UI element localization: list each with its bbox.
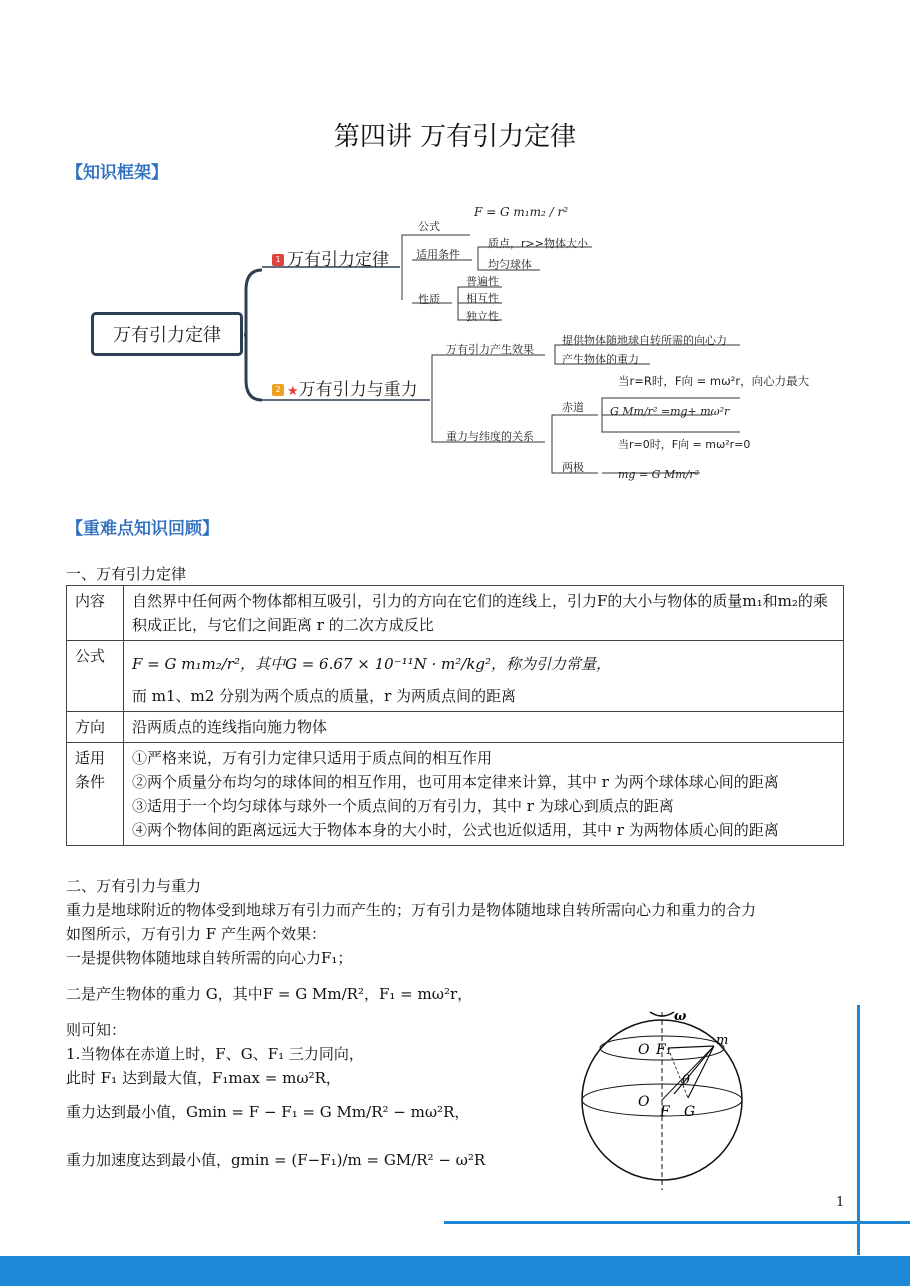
section2-heading: 二、万有引力与重力: [66, 877, 202, 895]
row-value: [124, 641, 844, 712]
section1-heading: 一、万有引力定律: [66, 565, 187, 583]
earth-diagram: [580, 1000, 760, 1195]
section2-p5: 则可知：: [66, 1021, 127, 1039]
row-key: 内容: [67, 586, 124, 641]
law-table: [66, 585, 844, 846]
decor-vertical-line: [857, 1005, 860, 1255]
section2-p4: 二是产生物体的重力 G，其中F = G Mm/R²，F₁ = mω²r，: [66, 985, 473, 1003]
relation-label: 重力与纬度的关系: [446, 430, 534, 443]
equator-mid: G Mm/r² =mg+ mω²r: [610, 405, 730, 418]
star-icon: ★: [287, 384, 299, 399]
page-number: 1: [836, 1195, 845, 1210]
condition-item-1: 质点，r>>物体大小: [488, 237, 588, 250]
omega-label: ω: [674, 1009, 687, 1024]
o-top-label: O: [638, 1042, 650, 1058]
section2-p8: 重力达到最小值，Gmin = F − F₁ = G Mm/R² − mω²R，: [66, 1103, 470, 1121]
effect-item-2: 产生物体的重力: [562, 353, 639, 366]
equator-bottom: 当r=0时，F向 = mω²r=0: [618, 438, 751, 451]
section2-p9: 重力加速度达到最小值，gmin = (F−F₁)/m = GM/R² − ω²R: [66, 1151, 486, 1169]
property-label: 性质: [418, 293, 440, 306]
section2-p3: 一是提供物体随地球自转所需的向心力F₁；: [66, 949, 353, 967]
condition-line: ④两个物体间的距离远远大于物体本身的大小时，公式也近似适用，其中 r 为两物体质心间的距离: [132, 821, 779, 839]
row-key: 公式: [67, 641, 124, 712]
equator-top: 当r=R时，F向 = mω²r，向心力最大: [618, 374, 810, 388]
branch1-formula: F = G m₁m₂ / r²: [474, 205, 569, 219]
framework-heading: 【知识框架】: [66, 163, 168, 183]
section2-p2: 如图所示，万有引力 F 产生两个效果：: [66, 925, 326, 943]
row-value: 自然界中任何两个物体都相互吸引，引力的方向在它们的连线上，引力F的大小与物体的质量m₁和m₂的乘积成正比，与它们之间距离 r 的二次方成反比: [124, 586, 844, 641]
branch1-label: 万有引力定律: [287, 250, 389, 270]
condition-item-2: 均匀球体: [488, 258, 532, 271]
o-center-label: O: [638, 1094, 650, 1110]
table-row: [67, 641, 844, 712]
table-row: [67, 712, 844, 743]
effect-label: 万有引力产生效果: [446, 343, 534, 356]
pole-label: 两极: [562, 461, 584, 474]
section2-p7: 此时 F₁ 达到最大值，F₁max = mω²R，: [66, 1069, 341, 1087]
effect-item-1: 提供物体随地球自转所需的向心力: [562, 334, 727, 347]
branch1-badge: 1: [272, 254, 284, 266]
m-label: m: [716, 1033, 729, 1048]
mindmap-root: 万有引力定律: [91, 312, 243, 356]
formula-line: F = G m₁m₂/r²，其中G = 6.67 × 10⁻¹¹N · m²/kg²，称为引力常量，: [132, 655, 612, 673]
condition-label: 适用条件: [416, 248, 460, 261]
section2-p6: 1.当物体在赤道上时，F、G、F₁ 三力同向，: [66, 1045, 364, 1063]
formula-note: 而 m1、m2 分别为两个质点的质量，r 为两质点间的距离: [132, 687, 517, 705]
g-label: G: [684, 1104, 696, 1120]
row-key: 方向: [67, 712, 124, 743]
table-row: [67, 586, 844, 641]
branch2-badge: 2: [272, 384, 284, 396]
formula-label: 公式: [418, 220, 440, 233]
section2-p1: 重力是地球附近的物体受到地球万有引力而产生的；万有引力是物体随地球自转所需向心力和重力的合力: [66, 901, 757, 919]
property-item-3: 独立性: [466, 310, 499, 323]
theta-label: θ: [682, 1073, 690, 1088]
review-heading: 【重难点知识回顾】: [66, 519, 219, 539]
condition-line: ③适用于一个均匀球体与球外一个质点间的万有引力，其中 r 为球心到质点的距离: [132, 797, 674, 815]
decor-horizontal-line: [444, 1221, 910, 1224]
f1-label: F₁: [656, 1042, 672, 1058]
page-title: 第四讲 万有引力定律: [333, 122, 577, 152]
equator-label: 赤道: [562, 401, 584, 414]
f-label: F: [660, 1104, 670, 1120]
branch2-label: 万有引力与重力: [298, 380, 418, 400]
condition-line: ②两个质量分布均匀的球体间的相互作用，也可用本定律来计算，其中 r 为两个球体球心间的距离: [132, 773, 779, 791]
condition-line: ①严格来说，万有引力定律只适用于质点间的相互作用: [132, 749, 493, 767]
mindmap-branch2: [272, 375, 418, 400]
mindmap-branch1: [272, 245, 389, 270]
property-item-1: 普遍性: [466, 275, 499, 288]
footer-bar: [0, 1256, 910, 1286]
property-item-2: 相互性: [466, 292, 499, 305]
row-key: 适用条件: [67, 743, 124, 846]
table-row: [67, 743, 844, 846]
pole-formula: mg = G Mm/r²: [618, 468, 700, 481]
row-value: [124, 743, 844, 846]
row-value: 沿两质点的连线指向施力物体: [124, 712, 844, 743]
